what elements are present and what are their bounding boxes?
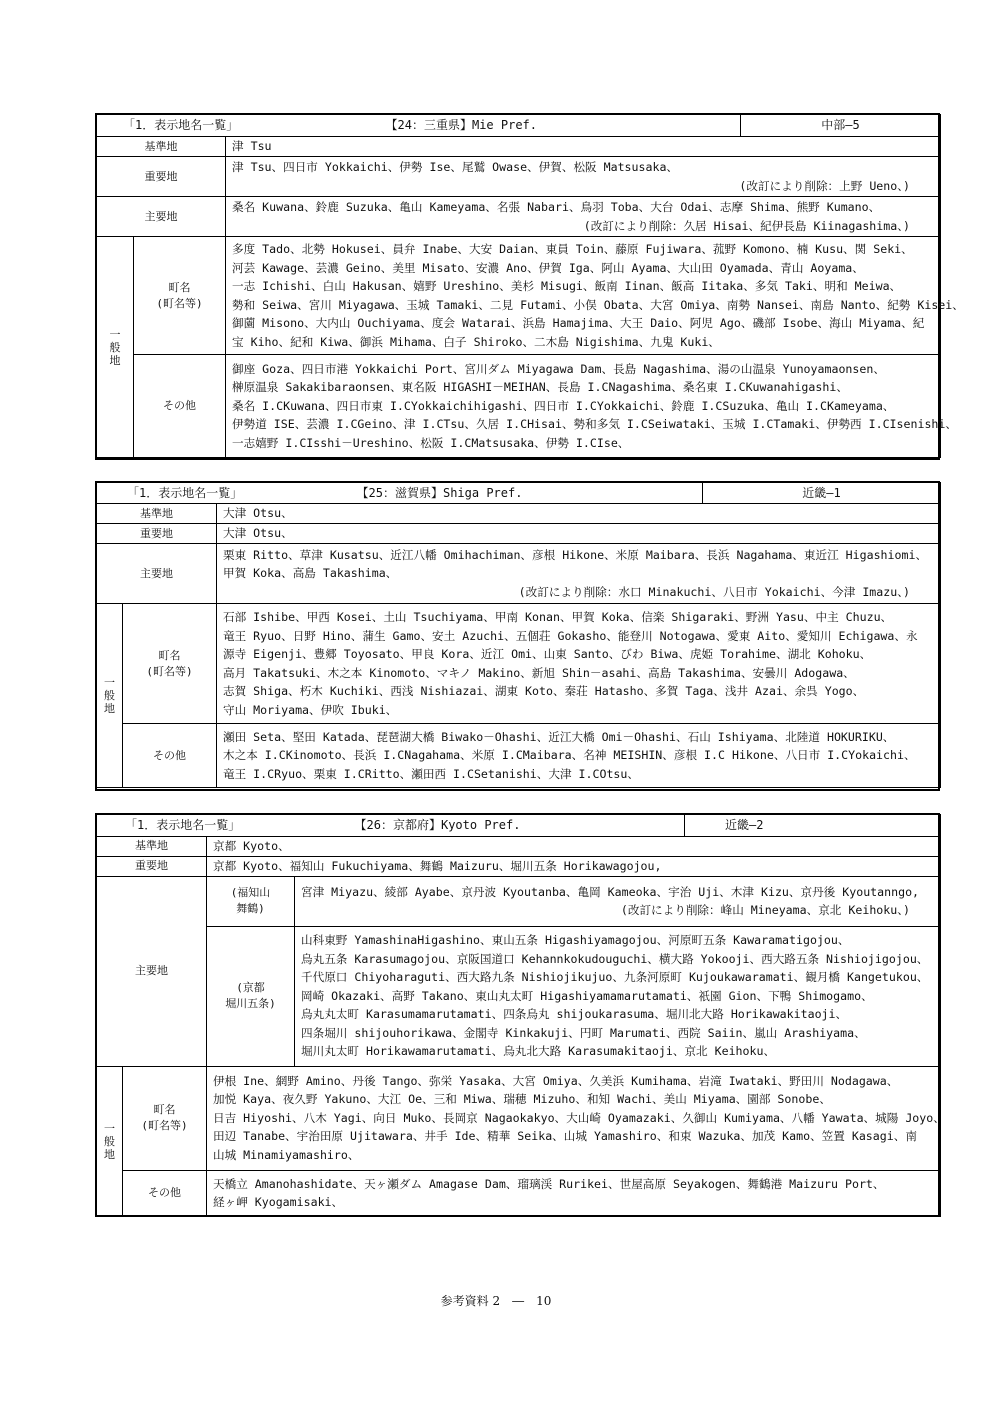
sonota-label: その他 [123,724,217,788]
section-shiga-table [96,482,941,788]
prefecture-title: 【26：京都府】Kyoto Pref. [295,815,685,837]
sonota-value: 天橋立 Amanohashidate、天ヶ瀬ダム Amagase Dam、瑠璃渓 Rurikei、世屋高原 Seyakogen、舞鶴港 Maizuru Port、 経ヶ岬 Kyogamisaki、 [207,1170,941,1216]
kijunchi-label: 基準地 [97,837,207,857]
sonota-value: 瀬田 Seta、堅田 Katada、琵琶湖大橋 Biwako－Ohashi、近江大橋 Omi－Ohashi、石山 Ishiyama、北陸道 HOKURIKU、 木之本 I.CKinomoto、長浜 I.CNagahama、米原 I.CMaibara、名神 MEISHIN、彦根 I.C Hikone、八日市 I.CYokaichi、 竜王 I.CRyuo、栗東 I.CRitto、瀬田西 I.CSetanishi、大津 I.COtsu、 [217,724,941,788]
sub-area-kyoto-value: 山科東野 YamashinaHigashino、東山五条 Higashiyamagojou、河原町五条 Kawaramatigojou、 烏丸五条 Karasumagojou、京阪国道口 Kehannkokudouguchi、横大路 Yokooji、西大路五条 Nishiojigojou、 千代原口 Chiyoharaguti、西大路九条 Nishiojikujuo、九条河原町 Kujoukawaramati、観月橋 Kangetukou、 岡崎 Okazaki、高野 Takano、東山丸太町 Higashiyamamarutamati、祇園 Gion、下鴨 Shimogamo、 烏丸丸太町 Karasumamarutamati、四条烏丸 shijoukarasuma、堀川北大路 Horikawakitaoji、 四条堀川 shijouhorikawa、金閣寺 Kinkakuji、円町 Marumati、西院 Saiin、嵐山 Arashiyama、 堀川丸太町 Horikawamarutamati、烏丸北大路 Karasumakitaoji、京北 Keihoku、 [295,926,941,1066]
shuyouchi-label: 主要地 [97,876,207,1066]
kijunchi-value: 津 Tsu [226,137,941,157]
sonota-label: その他 [134,355,226,458]
juyouchi-value: 津 Tsu、四日市 Yokkaichi、伊勢 Ise、尾鷲 Owase、伊賀、松阪 Matsusaka、 (改訂により削除：上野 Ueno、) [226,157,941,197]
sub-area-kyoto-label: (京都 堀川五条) [207,926,295,1066]
chomei-value: 石部 Ishibe、甲西 Kosei、土山 Tsuchiyama、甲南 Konan、甲賀 Koka、信楽 Shigaraki、野洲 Yasu、中主 Chuzu、 竜王 Ryuo、日野 Hino、蒲生 Gamo、安土 Azuchi、五個荘 Gokasho、能登川 Notogawa、愛東 Aito、愛知川 Echigawa、永 源寺 Eigenji、豊郷 Toyosato、甲良 Kora、近江 Omi、山東 Santo、びわ Biwa、虎姫 Torahime、湖北 Kohoku、 高月 Takatsuki、木之本 Kinomoto、マキノ Makino、新旭 Shin－asahi、高島 Takashima、安曇川 Adogawa、 志賀 Shiga、朽木 Kuchiki、西浅 Nishiazai、湖東 Koto、秦荘 Hatasho、多賀 Taga、浅井 Azai、余呉 Yogo、 守山 Moriyama、伊吹 Ibuki、 [217,604,941,724]
shuyouchi-label: 主要地 [97,544,217,604]
sub-area-fukuchiyama-value: 宮津 Miyazu、綾部 Ayabe、京丹波 Kyoutanba、亀岡 Kameoka、宇治 Uji、木津 Kizu、京丹後 Kyoutanngo, (改訂により削除：峰山 Mineyama、京北 Keihoku、) [295,876,941,926]
chomei-value: 伊根 Ine、網野 Amino、丹後 Tango、弥栄 Yasaka、大宮 Omiya、久美浜 Kumihama、岩滝 Iwataki、野田川 Nodagawa、 加悦 Kaya、夜久野 Yakuno、大江 Oe、三和 Miwa、瑞穂 Mizuho、和知 Wachi、美山 Miyama、園部 Sonobe、 日吉 Hiyoshi、八木 Yagi、向日 Muko、長岡京 Nagaokakyo、大山崎 Oyamazaki、久御山 Kumiyama、八幡 Yawata、城陽 Joyo、 田辺 Tanabe、宇治田原 Ujitawara、井手 Ide、精華 Seika、山城 Yamashiro、和束 Wazuka、加茂 Kamo、笠置 Kasagi、南 山城 Minamiyamashiro、 [207,1066,941,1170]
juyouchi-label: 重要地 [97,157,226,197]
kijunchi-label: 基準地 [97,137,226,157]
ippanchi-label: 一般地 [97,604,123,788]
juyouchi-label: 重要地 [97,524,217,544]
kijunchi-value: 大津 Otsu、 [217,504,941,524]
chomei-label: 町名 (町名等) [123,604,217,724]
chomei-label: 町名 (町名等) [134,237,226,355]
sonota-value: 御座 Goza、四日市港 Yokkaichi Port、宮川ダム Miyagawa Dam、長島 Nagashima、湯の山温泉 Yunoyamaonsen、 榊原温泉 Sakakibaraonsen、東名阪 HIGASHI－MEIHAN、長島 I.CNagashima、桑名東 I.CKuwanahigashi、 桑名 I.CKuwana、四日市東 I.CYokkaichihigashi、四日市 I.CYokkaichi、鈴鹿 I.CSuzuka、亀山 I.CKameyama、 伊勢道 ISE、芸濃 I.CGeino、津 I.CTsu、久居 I.CHisai、勢和多気 I.CSeiwataki、玉城 I.CTamaki、伊勢西 I.CIsenishi、 一志嬉野 I.CIsshi－Ureshino、松阪 I.CMatsusaka、伊勢 I.CIse、 [226,355,941,458]
kijunchi-label: 基準地 [97,504,217,524]
shuyouchi-value: 栗東 Ritto、草津 Kusatsu、近江八幡 Omihachiman、彦根 Hikone、米原 Maibara、長浜 Nagahama、東近江 Higashiomi、 甲賀 Koka、高島 Takashima、 (改訂により削除：水口 Minakuchi、八日市 Yokaichi、今津 Imazu、) [217,544,941,604]
prefecture-title: 【25：滋賀県】Shiga Pref. [217,483,703,504]
kijunchi-value: 京都 Kyoto、 [207,837,941,857]
sonota-label: その他 [123,1170,207,1216]
section-mie-table [96,114,964,458]
shuyouchi-label: 主要地 [97,197,226,237]
page-code: 近畿―2 [685,815,941,837]
section-title: 「1．表示地名一覧」 [97,815,295,837]
chomei-value: 多度 Tado、北勢 Hokusei、員弁 Inabe、大安 Daian、東員 Toin、藤原 Fujiwara、菰野 Komono、楠 Kusu、関 Seki、 河芸 Kawage、芸濃 Geino、美里 Misato、安濃 Ano、伊賀 Iga、阿山 Ayama、大山田 Oyamada、青山 Aoyama、 一志 Ichishi、白山 Hakusan、嬉野 Ureshino、美杉 Misugi、飯南 Iinan、飯高 Iitaka、多気 Taki、明和 Meiwa、 勢和 Seiwa、宮川 Miyagawa、玉城 Tamaki、二見 Futami、小俣 Obata、大宮 Omiya、南勢 Nansei、南島 Nanto、紀勢 Kisei、 御薗 Misono、大内山 Ouchiyama、度会 Watarai、浜島 Hamajima、大王 Daio、阿児 Ago、磯部 Isobe、海山 Miyama、紀 宝 Kiho、紀和 Kiwa、御浜 Mihama、白子 Shiroko、二木島 Nigishima、九鬼 Kuki、 [226,237,941,355]
section-title: 「1．表示地名一覧」 [97,483,217,504]
sub-area-fukuchiyama-label: (福知山 舞鶴) [207,876,295,926]
page-code: 中部―5 [741,115,941,137]
ippanchi-label: 一般地 [97,237,134,458]
prefecture-title: 【24：三重県】Mie Pref. [226,115,741,137]
section-kyoto-table [96,814,945,1217]
juyouchi-label: 重要地 [97,856,207,876]
ippanchi-label: 一般地 [97,1066,123,1216]
section-title: 「1．表示地名一覧」 [97,115,226,137]
shuyouchi-value: 桑名 Kuwana、鈴鹿 Suzuka、亀山 Kameyama、名張 Nabari、鳥羽 Toba、大台 Odai、志摩 Shima、熊野 Kumano、 (改訂により削除：久居 Hisai、紀伊長島 Kiinagashima、) [226,197,941,237]
page-footer: 参考資料 2 ― 10 [440,1294,552,1308]
page-code: 近畿―1 [703,483,941,504]
juyouchi-value: 京都 Kyoto、福知山 Fukuchiyama、舞鶴 Maizuru、堀川五条 Horikawagojou, [207,856,941,876]
juyouchi-value: 大津 Otsu、 [217,524,941,544]
chomei-label: 町名 (町名等) [123,1066,207,1170]
